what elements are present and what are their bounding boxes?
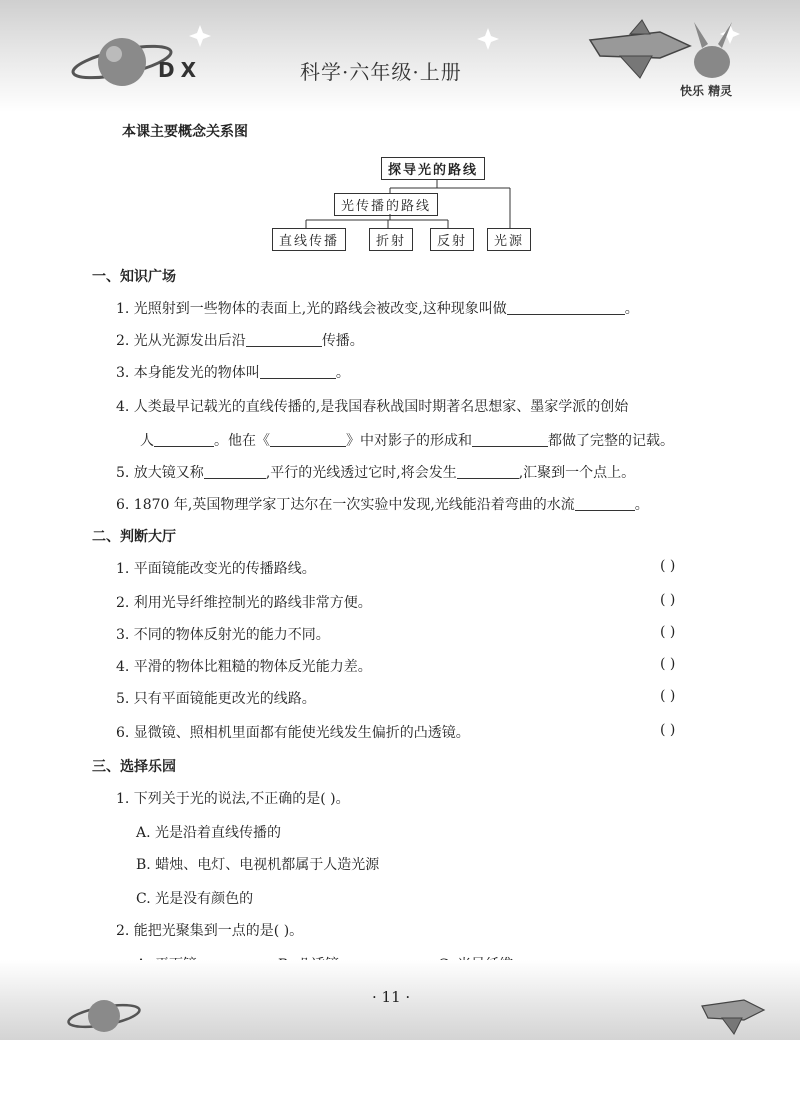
judge-item: 5. 只有平面镜能更改光的线路。: [116, 691, 316, 707]
section-title: 二、判断大厅: [92, 529, 176, 545]
judge-item: 6. 显微镜、照相机里面都有能使光线发生偏折的凸透镜。: [116, 725, 470, 741]
header-code: DX: [158, 58, 203, 82]
concept-root: 探导光的路线: [381, 157, 485, 180]
section-title: 三、选择乐园: [92, 759, 176, 775]
choice-question: 1. 下列关于光的说法,不正确的是( )。: [116, 791, 350, 807]
logo-text: 快乐 精灵: [680, 84, 733, 98]
answer-blank[interactable]: [246, 332, 322, 347]
page-number: · 11 ·: [372, 988, 411, 1006]
answer-blank[interactable]: [457, 464, 519, 479]
question-item: 6. 1870 年,英国物理学家丁达尔在一次实验中发现,光线能沿着弯曲的水流 。: [116, 497, 649, 513]
concept-map-connectors: [0, 0, 800, 260]
answer-blank[interactable]: [270, 432, 346, 447]
concept-leaf: 光源: [487, 228, 531, 251]
choice-option[interactable]: B. 蜡烛、电灯、电视机都属于人造光源: [136, 857, 380, 873]
judge-item: 3. 不同的物体反射光的能力不同。: [116, 627, 330, 643]
judge-item: 4. 平滑的物体比粗糙的物体反光能力差。: [116, 659, 372, 675]
choice-question: 2. 能把光聚集到一点的是( )。: [116, 923, 304, 939]
answer-parentheses[interactable]: ( ): [660, 722, 676, 738]
section-title: 一、知识广场: [92, 269, 176, 285]
answer-parentheses[interactable]: ( ): [660, 624, 676, 640]
answer-parentheses[interactable]: ( ): [660, 656, 676, 672]
judge-item: 2. 利用光导纤维控制光的路线非常方便。: [116, 595, 372, 611]
answer-parentheses[interactable]: ( ): [660, 688, 676, 704]
question-item: 1. 光照射到一些物体的表面上,光的路线会被改变,这种现象叫做 。: [116, 301, 639, 317]
concept-leaf: 折射: [369, 228, 413, 251]
choice-option[interactable]: C. 光是没有颜色的: [136, 891, 254, 907]
concept-map-title: 本课主要概念关系图: [122, 124, 248, 140]
answer-blank[interactable]: [575, 496, 635, 511]
answer-parentheses[interactable]: ( ): [660, 592, 676, 608]
question-item: 5. 放大镜又称 ,平行的光线透过它时,将会发生 ,汇聚到一个点上。: [116, 465, 636, 481]
answer-blank[interactable]: [472, 432, 548, 447]
question-item: 4. 人类最早记载光的直线传播的,是我国春秋战国时期著名思想家、墨家学派的创始: [116, 399, 629, 415]
answer-blank[interactable]: [204, 464, 266, 479]
page-title: 科学·六年级·上册: [300, 60, 462, 84]
concept-mid: 光传播的路线: [334, 193, 438, 216]
answer-blank[interactable]: [154, 432, 214, 447]
question-item-continued: 人 。他在《 》中对影子的形成和 都做了完整的记载。: [140, 433, 674, 449]
answer-blank[interactable]: [507, 300, 625, 315]
judge-item: 1. 平面镜能改变光的传播路线。: [116, 561, 316, 577]
answer-parentheses[interactable]: ( ): [660, 558, 676, 574]
concept-leaf: 反射: [430, 228, 474, 251]
concept-leaf: 直线传播: [272, 228, 346, 251]
answer-blank[interactable]: [260, 364, 336, 379]
question-item: 2. 光从光源发出后沿 传播。: [116, 333, 364, 349]
choice-option[interactable]: A. 光是沿着直线传播的: [136, 825, 282, 841]
question-item: 3. 本身能发光的物体叫 。: [116, 365, 350, 381]
